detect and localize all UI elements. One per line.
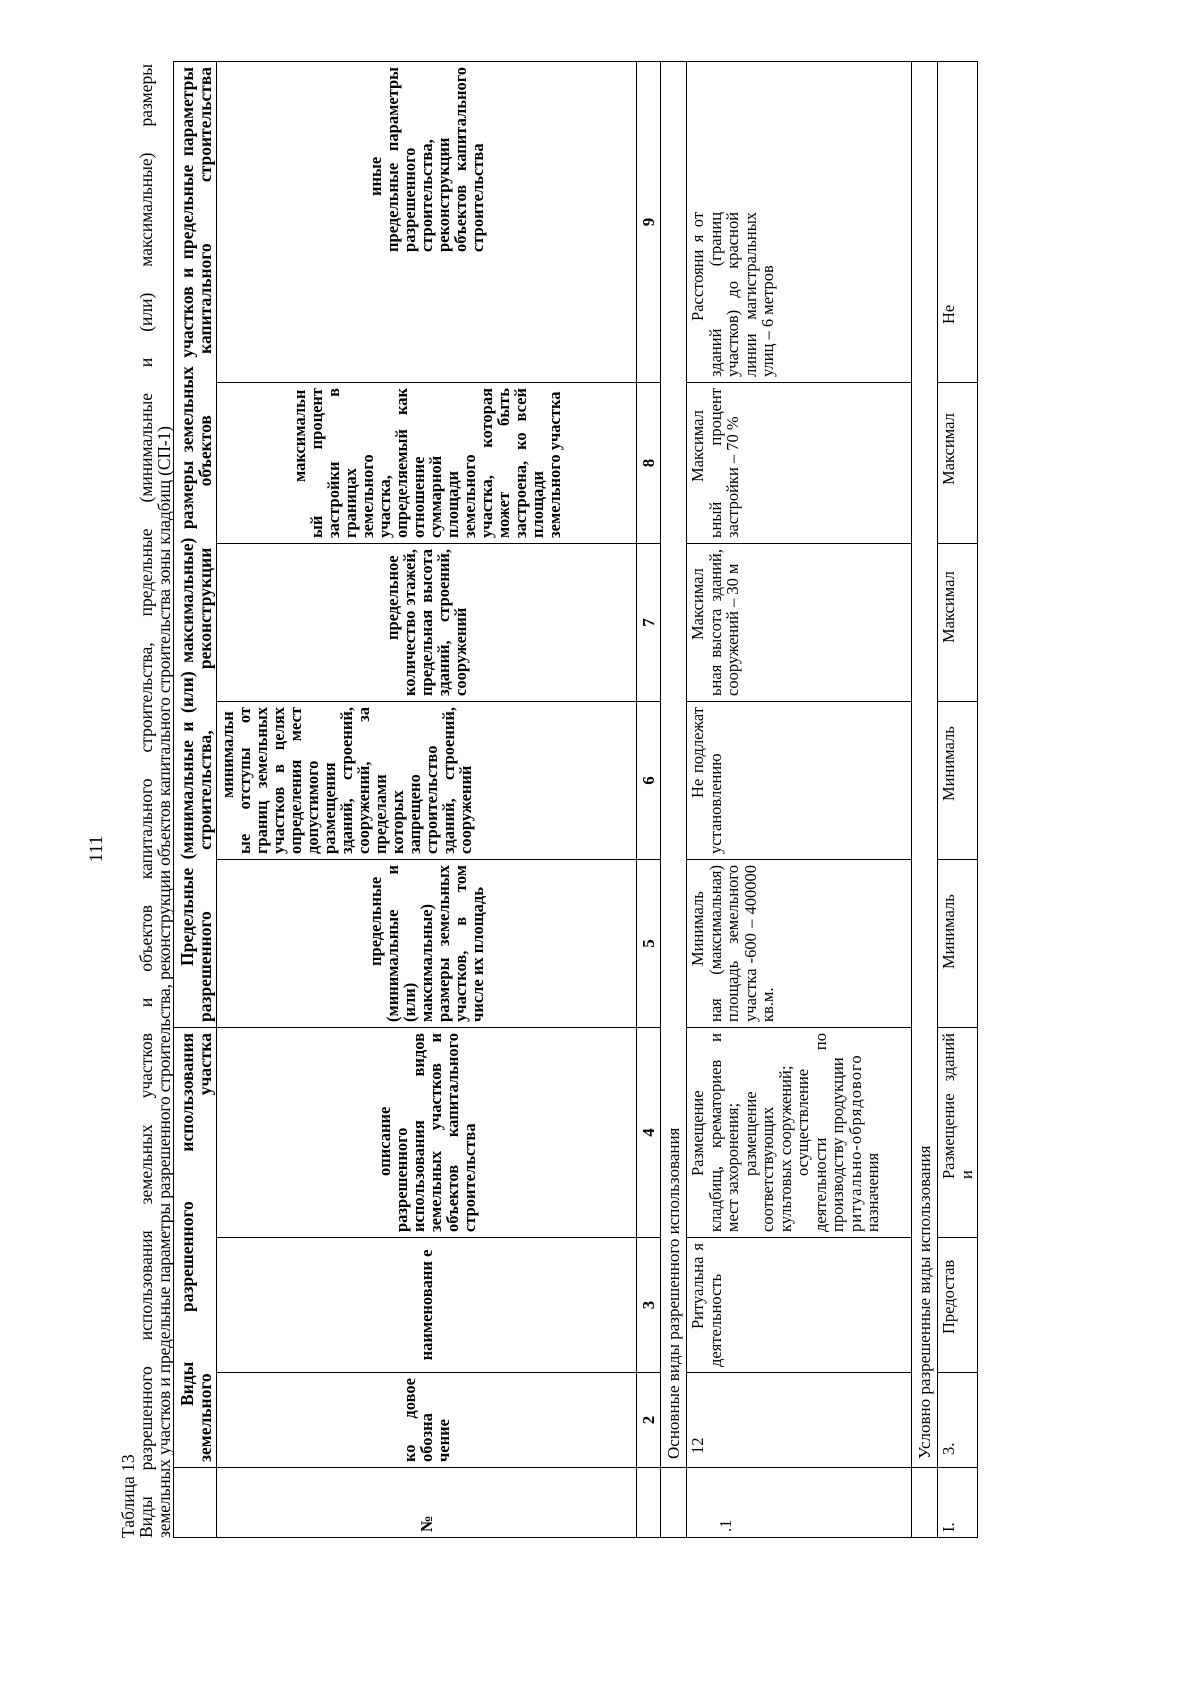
header-col-coverage: максимальн ый процент застройки в границах земельного участка, определяемый как отношение суммарной площади земельного участка, которая может быть застроена, ко всей площади земельного участка <box>217 382 637 543</box>
header-group-kinds: Виды разрешенного использования земельного участка <box>174 1027 217 1467</box>
column-number-row <box>637 61 661 1537</box>
column-number-5: 5 <box>637 859 661 1027</box>
row1-description-line2: размещение соответствующих культовых сооружений; <box>740 1065 795 1232</box>
header-col-number: № <box>217 1468 637 1538</box>
table-label: Таблица 13 <box>118 1454 138 1538</box>
page-number: 111 <box>86 835 107 863</box>
row2-other: Не <box>938 61 978 382</box>
section-main-label: Основные виды разрешенного использования <box>661 61 687 1467</box>
row1-code: 12 <box>687 1373 912 1468</box>
header-blank <box>174 1468 217 1538</box>
header-col-setbacks: минимальн ые отступы от границ земельных участков в целях определения мест допустимого размещения зданий, строений, сооружений, за пределами которых запрещено строительство зданий, строений, сооружений <box>217 701 637 859</box>
section-conditional-label: Условно разрешенные виды использования <box>912 61 938 1467</box>
header-col-description: описание разрешенного использования видов земельных участков и объектов капитального строительства <box>217 1027 637 1237</box>
row2-name: Предостав <box>938 1238 978 1373</box>
row1-plot-size: Минималь ная (максимальная) площадь земельного участка -600 – 400000 кв.м. <box>687 859 912 1027</box>
row2-description: Размещение зданий и <box>938 1027 978 1237</box>
row2-code: 3. <box>938 1373 978 1468</box>
table-row <box>938 61 978 1537</box>
row2-number: I. <box>938 1468 978 1538</box>
rotated-page <box>119 64 1179 1538</box>
column-number-9: 9 <box>637 61 661 382</box>
header-row-group <box>174 61 217 1537</box>
section-main-row <box>661 61 687 1537</box>
section-conditional-row <box>912 61 938 1537</box>
row1-setbacks: Не подлежат установлению <box>687 701 912 859</box>
section-main-blank <box>661 1468 687 1538</box>
column-number-6: 6 <box>637 701 661 859</box>
table-title: Виды разрешенного использования земельных участков и объектов капитального строительства, предельные (минимальные и (или) максимальные) размеры <box>136 64 156 1538</box>
column-number-8: 8 <box>637 382 661 543</box>
row2-coverage: Максимал <box>938 382 978 543</box>
column-number-blank <box>637 1468 661 1538</box>
row1-number: .1 <box>687 1468 912 1538</box>
header-group-params: Предельные (минимальные и (или) максимальные) размеры земельных участков и предельные параметры разрешенного строительства, реконструкции объектов капитального строительства <box>174 61 217 1027</box>
row1-description <box>687 1027 912 1237</box>
row1-description-end: назначения <box>863 1152 882 1232</box>
row1-other <box>687 61 912 382</box>
section-conditional-blank <box>912 1468 938 1538</box>
header-col-other: иные предельные параметры разрешенного строительства, реконструкции объектов капитального строительства <box>217 61 637 382</box>
column-number-7: 7 <box>637 543 661 701</box>
row1-description-line1: Размещение кладбищ, крематориев и мест захоронения; <box>688 1032 742 1232</box>
row2-setbacks: Минималь <box>938 701 978 859</box>
header-col-floors-height: предельное количество этажей, предельная высота зданий, строений, сооружений <box>217 543 637 701</box>
row1-other-text: Расстояни я от зданий (границ участков) до красной линии магистральных улиц – 6 метров <box>688 211 777 377</box>
column-number-4: 4 <box>637 1027 661 1237</box>
row2-height: Максимал <box>938 543 978 701</box>
header-row-columns <box>217 61 637 1537</box>
row1-name: Ритуальна я деятельность <box>687 1238 912 1373</box>
row2-plot-size: Минималь <box>938 859 978 1027</box>
header-col-code: ко довое обозна чение <box>217 1373 637 1468</box>
row1-description-spaced: ритуально-обрядового <box>845 1054 865 1232</box>
column-number-3: 3 <box>637 1238 661 1373</box>
header-col-plot-size: предельные (минимальные и (или) максимальные) размеры земельных участков, в том числе их площадь <box>217 859 637 1027</box>
row1-height: Максимал ьная высота зданий, сооружений – 30 м <box>687 543 912 701</box>
header-col-name: наименовани е <box>217 1238 637 1373</box>
row1-description-line3: осуществление деятельности по производству продукции <box>793 1032 847 1232</box>
table-caption <box>119 64 173 1538</box>
row1-coverage: Максимал ьный процент застройки – 70 % <box>687 382 912 543</box>
table-subtitle: земельных участков и предельные параметры разрешенного строительства, реконструкции объектов капитального строительства зоны кладбищ (СП-1) <box>154 426 174 1538</box>
table-row <box>687 61 912 1537</box>
column-number-2: 2 <box>637 1373 661 1468</box>
zoning-table <box>173 61 978 1538</box>
